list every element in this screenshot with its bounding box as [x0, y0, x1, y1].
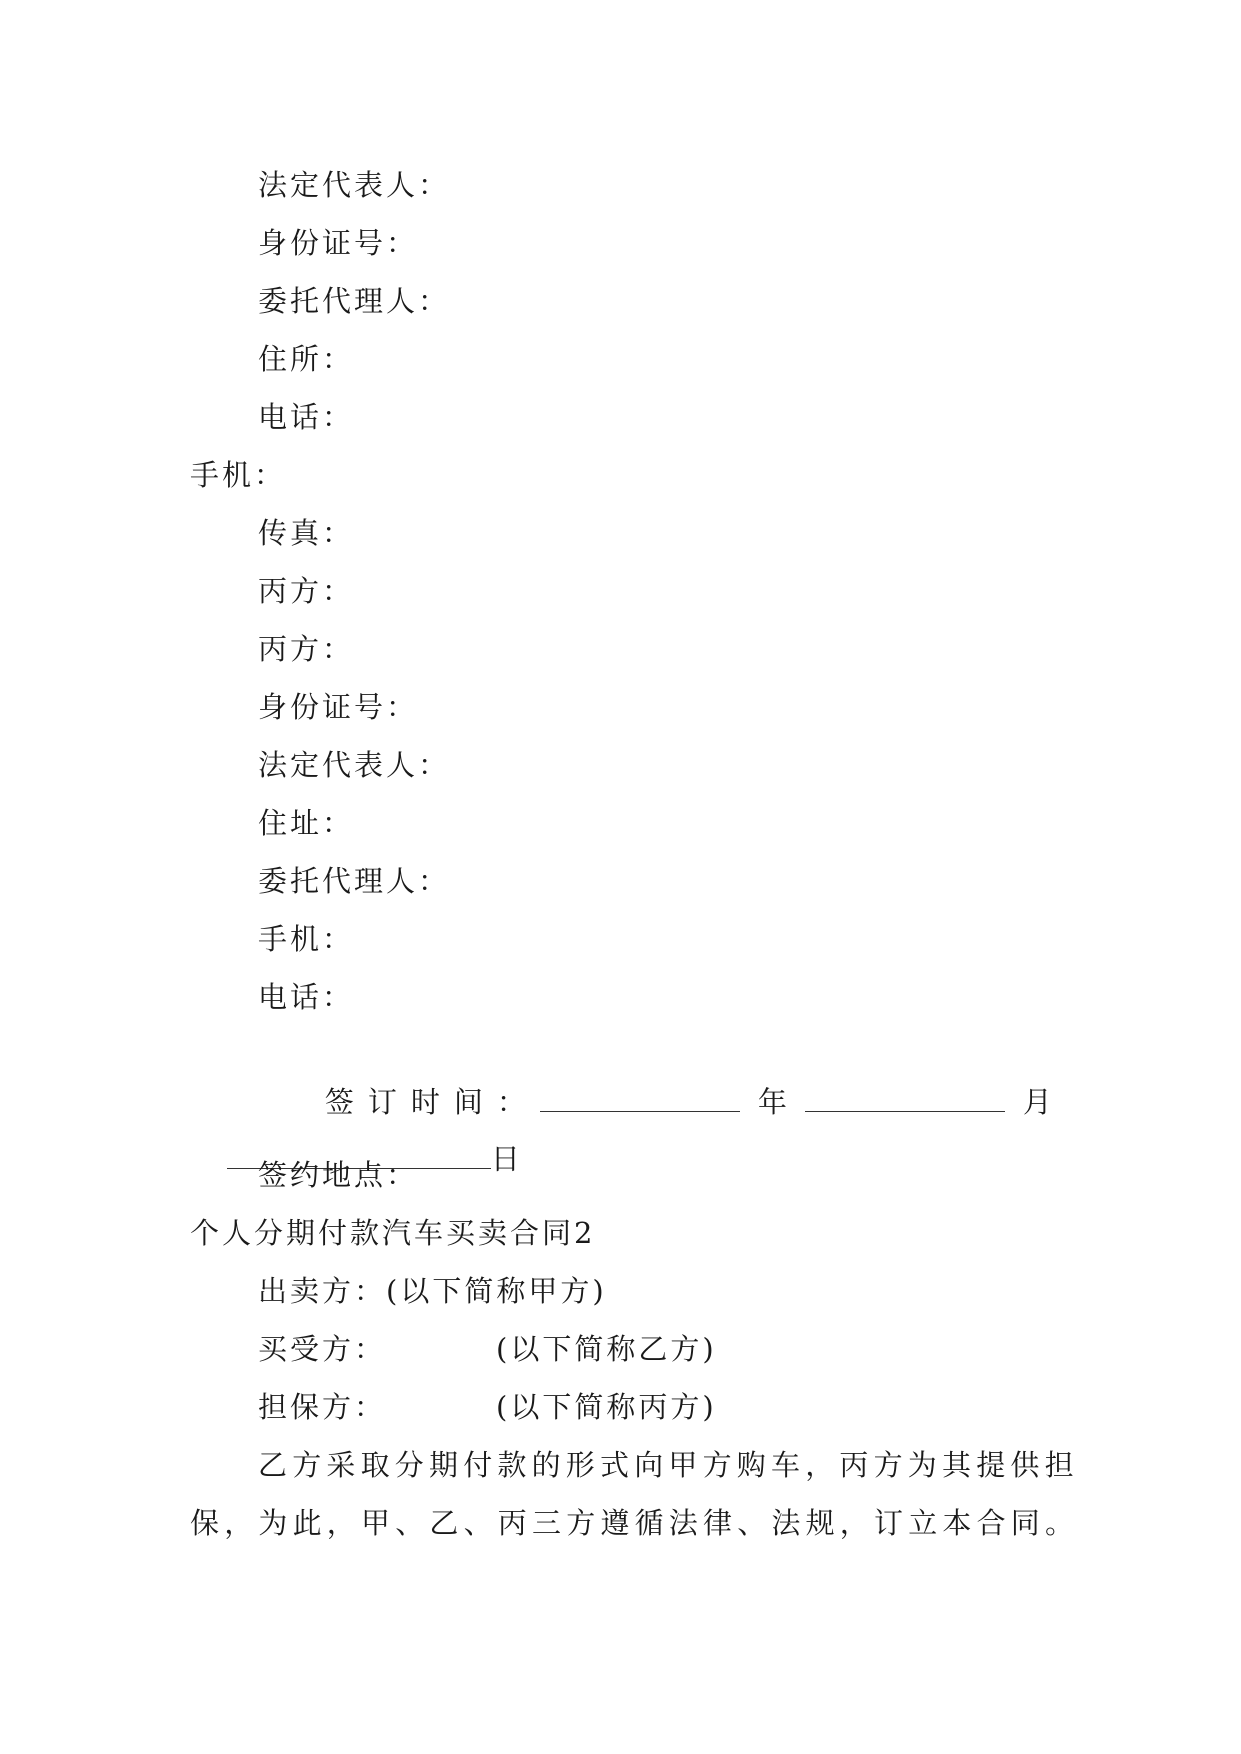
- sign-time-label: 签订时间：: [324, 1085, 540, 1119]
- buyer-line: [258, 1329, 717, 1369]
- seller-line: 出卖方：(以下简称甲方): [258, 1274, 607, 1308]
- paragraph-line-1: 乙方采取分期付款的形式向甲方购车，丙方为其提供担: [258, 1448, 1079, 1482]
- address-label: 住址：: [258, 806, 355, 840]
- party-c-label-2: 丙方：: [258, 632, 355, 666]
- sign-place-label: 签约地点：: [258, 1158, 419, 1192]
- month-blank: [805, 1083, 1005, 1112]
- paragraph-line-2: 保，为此，甲、乙、丙三方遵循法律、法规，订立本合同。: [190, 1506, 1080, 1540]
- buyer-note: (以下简称乙方): [496, 1332, 717, 1366]
- mobile-label-2: 手机：: [258, 922, 355, 956]
- legal-rep-label: 法定代表人：: [258, 168, 451, 202]
- legal-rep-label-2: 法定代表人：: [258, 748, 451, 782]
- year-unit: 年: [757, 1085, 787, 1119]
- mobile-label: 手机：: [190, 458, 287, 492]
- agent-label-2: 委托代理人：: [258, 864, 451, 898]
- guarantor-line: [258, 1387, 717, 1427]
- phone-label-2: 电话：: [258, 980, 355, 1014]
- day-unit: 日: [490, 1142, 520, 1176]
- month-unit: 月: [1022, 1085, 1052, 1119]
- guarantor-note: (以下简称丙方): [496, 1390, 717, 1424]
- contract-title: 个人分期付款汽车买卖合同2: [190, 1216, 596, 1250]
- buyer-label: 买受方：: [258, 1332, 387, 1366]
- phone-label: 电话：: [258, 400, 355, 434]
- party-c-label: 丙方：: [258, 574, 355, 608]
- agent-label: 委托代理人：: [258, 284, 451, 318]
- id-number-label: 身份证号：: [258, 226, 419, 260]
- fax-label: 传真：: [258, 516, 355, 550]
- residence-label: 住所：: [258, 342, 355, 376]
- id-number-label-2: 身份证号：: [258, 690, 419, 724]
- guarantor-label: 担保方：: [258, 1390, 387, 1424]
- year-blank: [540, 1083, 740, 1112]
